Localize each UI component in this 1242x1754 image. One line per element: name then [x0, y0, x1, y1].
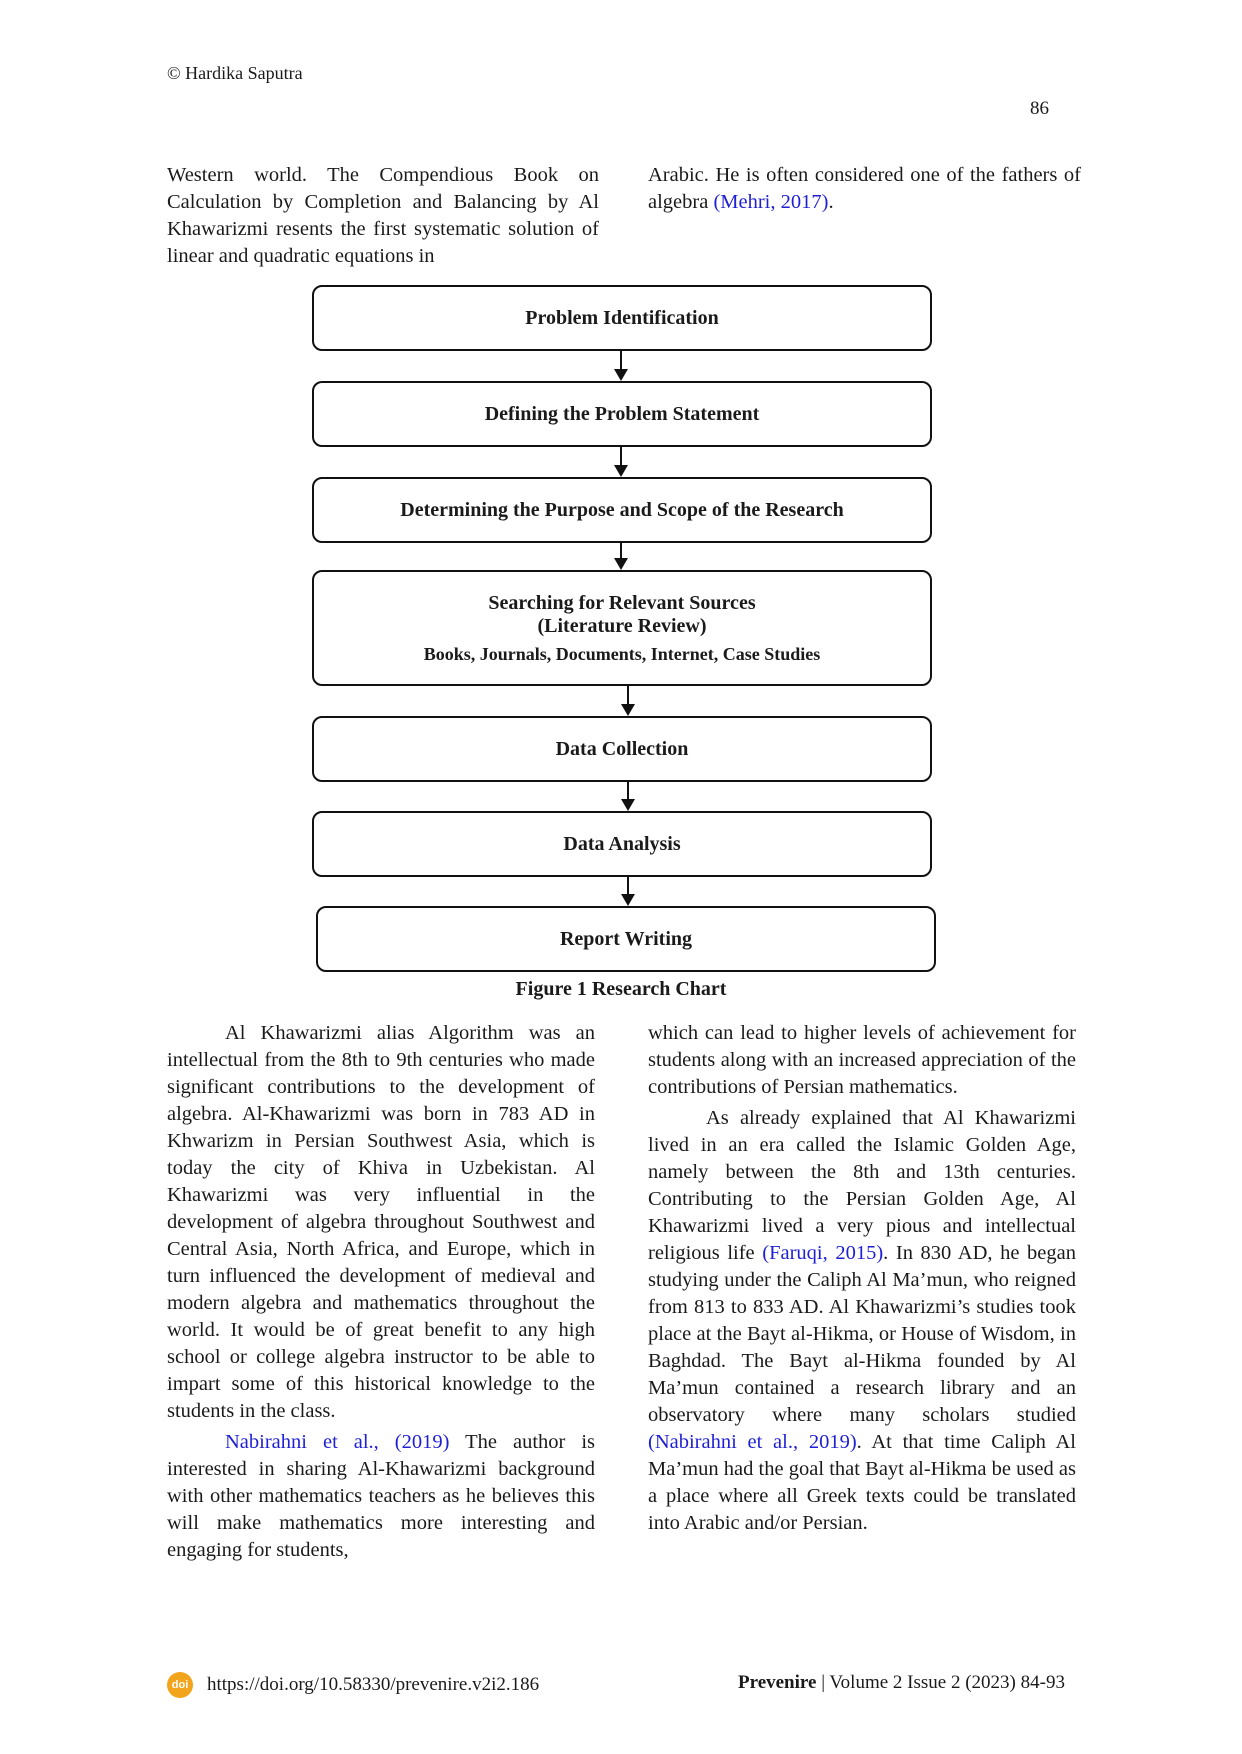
flow-arrow — [627, 782, 629, 809]
paragraph: Western world. The Compendious Book on Calculation by Completion and Balancing by Al Khawarizmi resents the first systematic solution of linear and quadratic equations in — [167, 164, 599, 267]
doi-icon: doi — [167, 1672, 193, 1698]
flow-arrow — [627, 877, 629, 904]
flow-step-label: Searching for Relevant Sources — [488, 591, 756, 614]
paragraph-text: Arabic. He is often considered one of the fathers of algebra — [648, 164, 1081, 213]
flow-step-report-writing — [316, 906, 936, 972]
flow-step-label: Problem Identification — [525, 306, 719, 329]
paragraph-text: The author is interested in sharing Al-Khawarizmi background with other mathematics teachers as he believes this will make mathematics more interesting and engaging for students, — [167, 1431, 596, 1561]
flow-arrow — [620, 543, 622, 568]
flow-step-purpose-scope — [312, 477, 932, 543]
page-number: 86 — [1030, 98, 1049, 119]
paragraph: which can lead to higher levels of achievement for students along with an increased appreciation of the contributions of Persian mathematics. — [648, 1022, 1076, 1098]
flow-step-problem-statement — [312, 381, 932, 447]
footer-doi — [167, 1672, 539, 1698]
paragraph — [167, 1429, 595, 1564]
flow-arrow — [627, 686, 629, 714]
citation-link[interactable]: (Faruqi, 2015) — [762, 1242, 884, 1264]
doi-link[interactable]: https://doi.org/10.58330/prevenire.v2i2.186 — [207, 1674, 540, 1695]
flow-step-label: Determining the Purpose and Scope of the Research — [400, 498, 844, 521]
paragraph-text: . At that time Caliph Al Ma’mun had the goal that Bayt al-Hikma be used as a place where all Greek texts could be translated into Arabic and/or Persian. — [648, 1431, 1077, 1534]
figure-caption: Figure 1 Research Chart — [515, 978, 727, 1000]
top-right-column — [648, 162, 1081, 216]
flow-step-label: Data Analysis — [563, 832, 681, 855]
flow-step-label-2: (Literature Review) — [537, 614, 707, 637]
citation-link[interactable]: Nabirahni et al., (2019) — [225, 1431, 450, 1453]
flow-arrow — [620, 447, 622, 475]
journal-name: Prevenire — [738, 1672, 817, 1693]
flow-step-problem-identification — [312, 285, 932, 351]
paragraph — [648, 1105, 1076, 1537]
flow-step-sources: Books, Journals, Documents, Internet, Case Studies — [423, 643, 821, 664]
bottom-left-column — [167, 1020, 595, 1564]
running-header-author: © Hardika Saputra — [167, 63, 303, 83]
top-left-column — [167, 162, 599, 270]
flow-step-data-collection — [312, 716, 932, 782]
citation-link[interactable]: (Mehri, 2017) — [713, 191, 829, 213]
citation-link[interactable]: (Nabirahni et al., 2019) — [648, 1431, 857, 1453]
paragraph-text: . In 830 AD, he began studying under the Caliph Al Ma’mun, who reigned from 813 to 833 AD. Al Khawarizmi’s studies took place at the Bayt al-Hikma, or House of Wisdom, in Baghdad. The Bayt al-Hikma founded by Al Ma’mun contained a research library and an observatory where many scholars studied — [648, 1242, 1076, 1426]
flow-step-label: Defining the Problem Statement — [484, 402, 760, 425]
flow-step-data-analysis — [312, 811, 932, 877]
flow-step-label: Data Collection — [555, 737, 689, 760]
flow-step-literature-review — [312, 570, 932, 686]
paragraph-text: As already explained that Al Khawarizmi lived in an era called the Islamic Golden Age, namely between the 8th and 13th centuries. Contributing to the Persian Golden Age, Al Khawarizmi lived a very pious and intellectual religious life — [648, 1107, 1076, 1264]
journal-info: | Volume 2 Issue 2 (2023) 84-93 — [816, 1672, 1065, 1693]
flow-arrow — [620, 351, 622, 379]
bottom-right-column — [648, 1020, 1076, 1537]
flow-step-label: Report Writing — [559, 927, 693, 950]
paragraph — [648, 162, 1081, 216]
footer-journal — [738, 1672, 1065, 1694]
paragraph-text: . — [828, 191, 834, 213]
paragraph: Al Khawarizmi alias Algorithm was an intellectual from the 8th to 9th centuries who made significant contributions to the development of algebra. Al-Khawarizmi was born in 783 AD in Khwarizm in Persian Southwest Asia, which is today the city of Khiva in Uzbekistan. Al Khawarizmi was very influential in the development of algebra throughout Southwest and Central Asia, North Africa, and Europe, which in turn influenced the development of medieval and modern algebra and mathematics throughout the world. It would be of great benefit to any high school or college algebra instructor to be able to impart some of this historical knowledge to the students in the class. — [167, 1022, 595, 1422]
